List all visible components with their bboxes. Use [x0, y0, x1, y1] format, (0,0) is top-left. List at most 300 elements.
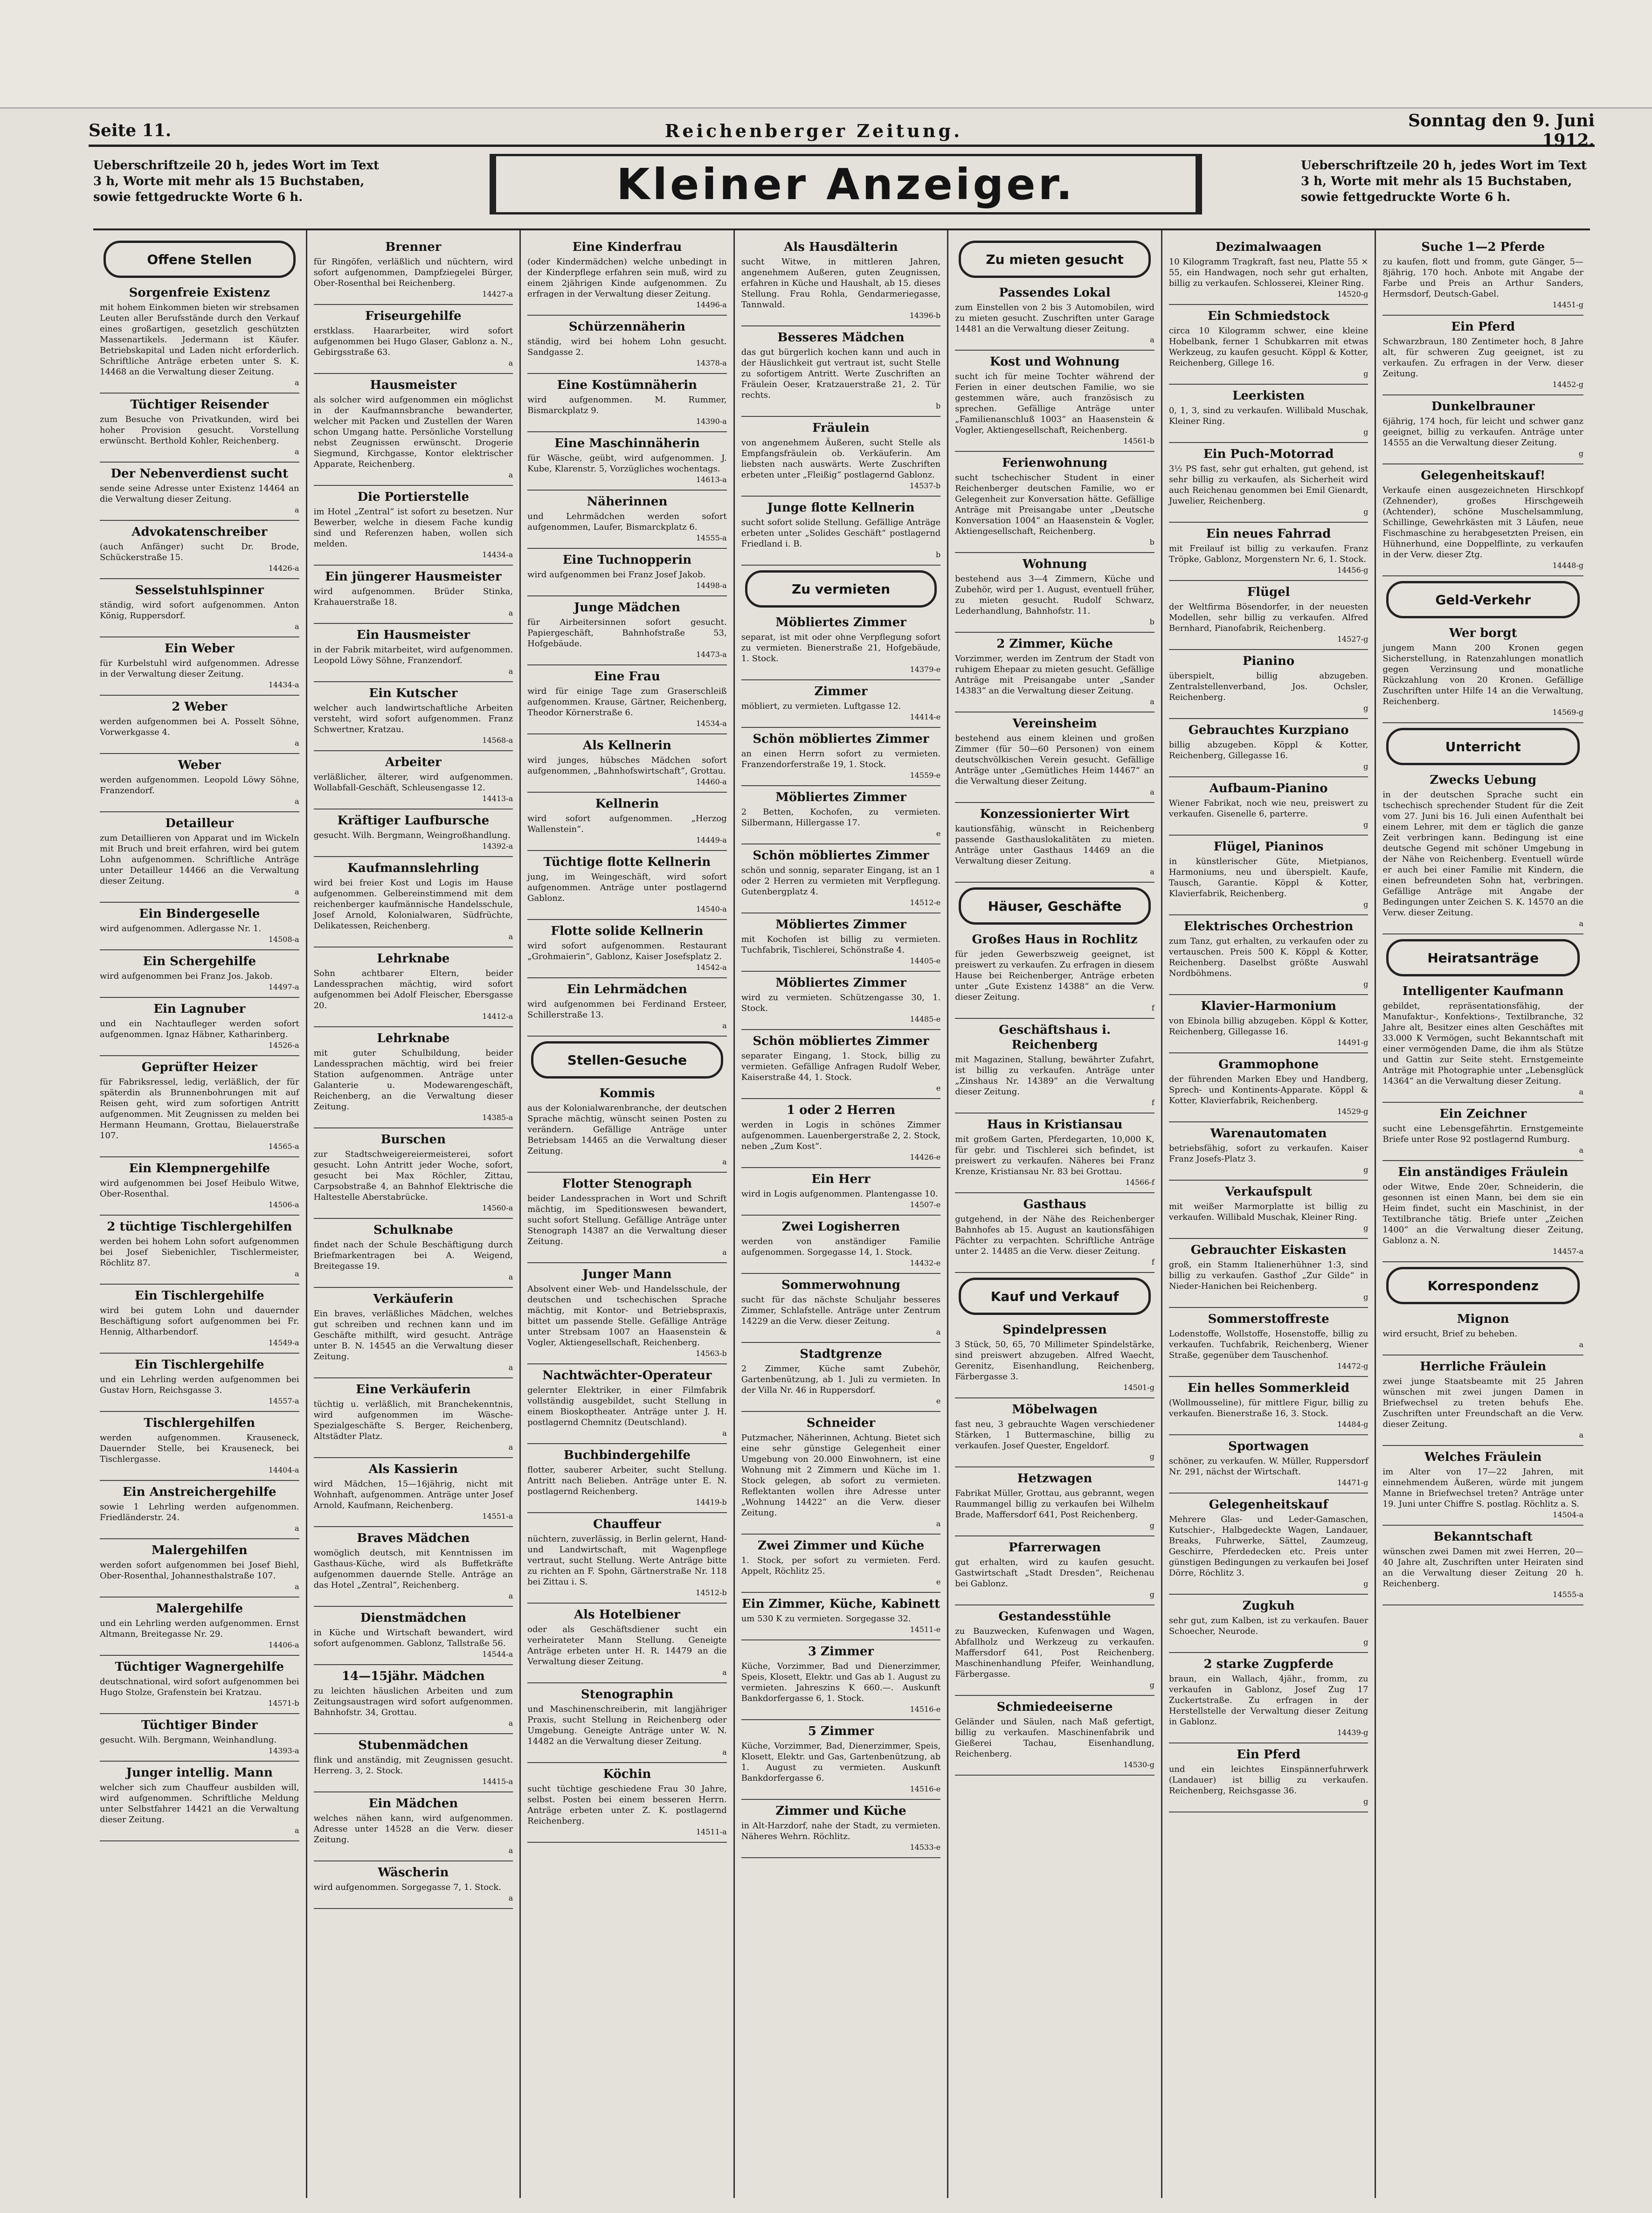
ad-reference-number: a — [508, 1443, 513, 1452]
issue-date: Sonntag den 9. Juni 1912. — [1408, 111, 1595, 150]
classified-ad — [1169, 1308, 1369, 1377]
ad-text: beider Landessprachen in Wort und Schrift mächtig, im Speditionswesen bewandert, sucht sofort Stellung. Gefällige Anträge unter Stenograph 14387 an die Verwaltung dieser Zeitung. — [527, 1194, 727, 1246]
ad-text: und Maschinenschreiberin, mit langjähriger Praxis, sucht Stellung in Reichenberg oder Umgebung. Geneigte Anträge unter W. N. 14482 an die Verwaltung dieser Zeitung. — [527, 1704, 727, 1746]
ad-heading: 2 Zimmer, Küche — [996, 637, 1113, 651]
ad-text: gesucht. Wilh. Bergmann, Weinhandlung. — [100, 1735, 277, 1745]
ad-text: findet nach der Schule Beschäftigung durch Briefmarkentragen bei A. Weigend, Breitegasse 19. — [313, 1240, 513, 1271]
ad-reference-number: 14413-a — [482, 794, 513, 803]
ad-reference-number: 14613-a — [696, 475, 727, 484]
ad-heading: Elektrisches Orchestrion — [1183, 920, 1354, 934]
ad-heading: Kost und Wohnung — [989, 355, 1120, 369]
ad-heading: Ein Tischlergehilfe — [135, 1358, 264, 1372]
ad-reference-number: 14507-e — [910, 1200, 941, 1209]
ad-reference-number: b — [1149, 617, 1154, 626]
classified-ad — [1382, 1446, 1583, 1526]
classified-ad — [741, 497, 941, 566]
ad-reference-number: g — [1363, 704, 1369, 712]
classified-ad — [741, 1535, 941, 1593]
ad-reference-number: 14549-a — [268, 1338, 299, 1347]
classified-ad — [1382, 1526, 1583, 1605]
ad-text: wird aufgenommen. Sorgegasse 7, 1. Stock. — [313, 1882, 501, 1892]
ad-heading: Tüchtiger Binder — [141, 1718, 258, 1732]
ad-text: für Kurbelstuhl wird aufgenommen. Adresse in der Verwaltung dieser Zeitung. — [100, 658, 299, 679]
ad-text: Sohn achtbarer Eltern, beider Landessprachen mächtig, wird sofort aufgenommen bei Adolf Fleischer, Ebersgasse 20. — [313, 968, 513, 1010]
category-header: Heiratsanträge — [1386, 939, 1580, 976]
classified-ad — [314, 236, 513, 305]
ad-heading: Flügel — [1247, 585, 1290, 599]
classified-ad — [1382, 980, 1583, 1103]
ad-text: mit guter Schulbildung, beider Landessprachen mächtig, wird bei freier Station aufgenommen. Anträge unter Galanterie u. Modewarengeschäft, Reichenberg, an die Verwaltung dieser Zeitung. — [313, 1048, 513, 1112]
classified-ad — [955, 452, 1154, 553]
ad-reference-number: e — [936, 829, 941, 838]
ad-text: separater Eingang, 1. Stock, billig zu vermieten. Gefällige Anfragen Rudolf Weber, Kaiserstraße 44, 1. Stock. — [741, 1051, 941, 1082]
classified-ad — [741, 417, 941, 497]
ad-heading: Braves Mädchen — [357, 1531, 470, 1545]
ad-reference-number: a — [1150, 788, 1154, 796]
ad-text: wird bei gutem Lohn und dauernder Beschäftigung sofort aufgenommen bei Fr. Hennig, Altharbendorf. — [100, 1306, 299, 1337]
ad-text: im Alter von 17—22 Jahren, mit einnehmendem Äußeren, würde mit jungem Manne in Briefwechsel treten? Anträge unter 19. Juni unter Chiffre S. postlag. Röchlitz a. S. — [1382, 1467, 1583, 1509]
ad-text: wird aufgenommen bei Ferdinand Ersteer, Schillerstraße 13. — [527, 999, 727, 1020]
ad-reference-number: 14378-a — [696, 359, 727, 367]
ad-heading: 2 tüchtige Tischlergehilfen — [107, 1220, 292, 1234]
ad-reference-number: 14491-g — [1337, 1038, 1369, 1047]
classified-ad — [741, 1274, 941, 1343]
ad-reference-number: a — [295, 1826, 299, 1835]
masthead — [93, 154, 1590, 224]
ad-reference-number: 14460-a — [696, 777, 727, 786]
ad-heading: Schön möbliertes Zimmer — [753, 732, 929, 746]
ad-heading: Sommerwohnung — [781, 1278, 900, 1292]
ad-text: wird für einige Tage zum Graserschleiß aufgenommen. Krause, Gärtner, Reichenberg, Theodor Körnerstraße 6. — [527, 686, 727, 718]
column-2 — [307, 230, 521, 2198]
ad-heading: Zwei Logisherren — [781, 1220, 900, 1234]
ad-heading: Kommis — [599, 1086, 655, 1100]
ad-reference-number: 14520-g — [1337, 290, 1369, 298]
ad-text: sucht eine Lebensgefährtin. Ernstgemeinte Briefe unter Rose 92 postlagernd Rumburg. — [1382, 1124, 1583, 1144]
ad-reference-number: 14529-g — [1337, 1107, 1369, 1116]
classified-ad — [1169, 1053, 1369, 1122]
ad-text: gelernter Elektriker, in einer Filmfabrik vollständig ausgebildet, sucht Stellung in einem Bioskoptheater. Anträge unter J. H. postlagernd Chemnitz (Deutschland). — [527, 1385, 727, 1427]
ad-reference-number: a — [722, 1248, 727, 1257]
ad-heading: Wer borgt — [1449, 626, 1517, 640]
classified-ad — [100, 463, 299, 521]
ad-text: für jeden Gewerbszweig geeignet, ist preiswert zu verkaufen. Zu erfragen in diesem Hause bei Reichenberger, Anträge erbeten unter „Gute Existenz 14388“ an die Verw. dieser Zeitung. — [955, 949, 1154, 1002]
classified-ad — [314, 1792, 513, 1861]
classified-ad — [1382, 1355, 1583, 1446]
ad-reference-number: 14544-a — [482, 1650, 513, 1659]
ad-reference-number: g — [1363, 1224, 1369, 1232]
ad-reference-number: b — [936, 401, 941, 410]
ad-heading: Friseurgehilfe — [365, 309, 462, 323]
ad-reference-number: a — [1579, 1087, 1583, 1096]
rate-notice-left: Ueberschriftzeile 20 h, jedes Wort im Text 3 h, Worte mit mehr als 15 Buchstaben, sowie fettgedruckte Worte 6 h. — [93, 159, 380, 204]
ad-heading: Ein anständiges Fräulein — [1398, 1165, 1569, 1179]
classified-ad — [100, 1539, 299, 1598]
classified-ad — [1169, 1377, 1369, 1435]
ad-text: sucht für das nächste Schuljahr besseres Zimmer, Schlafstelle. Anträge unter Zentrum 14229 an die Verw. dieser Zeitung. — [741, 1295, 941, 1326]
ad-reference-number: a — [295, 622, 299, 631]
classified-ad — [314, 486, 513, 566]
ad-text: wird sofort aufgenommen. Restaurant „Grohmaierin“, Gablonz, Kaiser Josefsplatz 2. — [527, 941, 727, 961]
classified-ad — [955, 633, 1154, 712]
ad-heading: Aufbaum-Pianino — [1209, 781, 1328, 795]
ad-text: sowie 1 Lehrling werden aufgenommen. Friedländerstr. 24. — [100, 1502, 299, 1522]
classified-ad — [314, 1128, 513, 1219]
ad-reference-number: a — [295, 447, 299, 456]
ad-heading: Eine Maschinnäherin — [554, 436, 700, 450]
ad-reference-number: 14434-a — [268, 680, 299, 689]
ad-reference-number: a — [295, 797, 299, 806]
ad-heading: Gelegenheitskauf — [1209, 1498, 1328, 1512]
classified-ad — [741, 236, 941, 326]
classified-ad — [100, 1056, 299, 1157]
ad-text: welcher auch landwirtschaftliche Arbeiten versteht, wird sofort aufgenommen. Franz Schwertner, Kratzau. — [313, 703, 513, 734]
classified-ad — [741, 786, 941, 844]
ad-text: mit Kochofen ist billig zu vermieten. Tuchfabrik, Tischlerei, Schönstraße 4. — [741, 934, 941, 955]
classified-ad — [955, 1113, 1154, 1193]
classified-ad — [527, 1683, 727, 1763]
classified-ad — [741, 844, 941, 913]
ad-reference-number: 14555-a — [696, 533, 727, 542]
ad-heading: Ein Weber — [164, 642, 235, 656]
ad-heading: Zimmer und Küche — [775, 1804, 906, 1818]
ad-heading: 14—15jähr. Mädchen — [341, 1669, 485, 1683]
column-1 — [93, 230, 307, 2198]
classified-ad — [1169, 1494, 1369, 1595]
ad-text: sucht ich für meine Tochter während der Ferien in einer deutschen Familie, wo sie gestemmen wäre, auch französisch zu sprechen. Gefällige Anträge unter „Familienanschluß 1003“ an Haasenstein & Vogler, Aktiengesellschaft, Reichenberg. — [955, 372, 1154, 435]
classified-ad — [741, 1800, 941, 1858]
ad-reference-number: a — [722, 1429, 727, 1438]
ad-text: (oder Kindermädchen) welche unbedingt in der Kinderpflege erfahren sein muß, wird zu einem 2jährigen Kinde aufgenommen. Zu erfragen in der Verwaltung dieser Zeitung. — [527, 257, 727, 299]
classified-ad — [1169, 836, 1369, 915]
ad-text: für Wäsche, geübt, wird aufgenommen. J. Kube, Klarenstr. 5, Vorzügliches wochentags. — [527, 453, 727, 474]
classified-ad — [100, 754, 299, 812]
ad-reference-number: 14415-a — [482, 1777, 513, 1786]
ad-reference-number: 14516-e — [910, 1784, 941, 1793]
classified-ad — [741, 1030, 941, 1099]
ad-heading: Gasthaus — [1023, 1197, 1086, 1211]
ad-reference-number: a — [295, 739, 299, 747]
ad-heading: Köchin — [603, 1767, 651, 1781]
ad-reference-number: 14385-a — [482, 1113, 513, 1122]
ad-heading: Ein Hausmeister — [356, 628, 470, 642]
classified-ad — [527, 1082, 727, 1173]
ad-heading: Stubenmädchen — [358, 1738, 469, 1752]
ad-text: 0, 1, 3, sind zu verkaufen. Willibald Muschak, Kleiner Ring. — [1168, 406, 1369, 426]
ad-heading: Flügel, Pianinos — [1213, 840, 1324, 854]
ad-heading: Haus in Kristiansau — [987, 1118, 1123, 1132]
ad-heading: Ein Schmiedstock — [1208, 309, 1330, 323]
ad-text: bestehend aus 3—4 Zimmern, Küche und Zubehör, wird per 1. August, eventuell früher, zu mieten gesucht. Rudolf Schwarz, Lederhandlung, Bahnhofstr. 11. — [955, 574, 1154, 616]
ad-text: mit hohem Einkommen bieten wir strebsamen Leuten aller Berufsstände durch den Verkauf eines großartigen, gesetzlich geschützten Massenartikels. Jedermann ist Käufer. Betriebskapital und Laden nicht erforderlich. Schriftliche Anträge erbeten unter S. K. 14468 an die Verwaltung dieser Zeitung. — [100, 303, 299, 377]
classified-ad — [100, 1157, 299, 1216]
ad-heading: Ein Anstreichergehilfe — [122, 1485, 276, 1499]
ad-text: zum Einstellen von 2 bis 3 Automobilen, wird zu mieten gesucht. Zuschriften unter Garage 14481 an die Verwaltung dieser Zeitung. — [955, 303, 1154, 334]
ad-reference-number: g — [1363, 1165, 1369, 1174]
ad-reference-number: a — [936, 1519, 941, 1528]
ad-reference-number: 14568-a — [482, 736, 513, 745]
ad-text: im Hotel „Zentral“ ist sofort zu besetzen. Nur Bewerber, welche in diesem Fache kundig sind und Referenzen haben, wollen sich melden. — [313, 507, 513, 549]
ad-reference-number: a — [722, 1668, 727, 1677]
ad-heading: Klavier-Harmonium — [1201, 999, 1336, 1013]
classified-ad — [1382, 1103, 1583, 1161]
classified-ad — [314, 857, 513, 947]
ad-heading: Arbeiter — [385, 755, 442, 769]
ad-heading: Sesselstuhlspinner — [135, 583, 264, 597]
ad-heading: Zimmer — [814, 685, 868, 698]
ad-heading: Möbliertes Zimmer — [775, 790, 906, 804]
ad-heading: Schön möbliertes Zimmer — [753, 1034, 929, 1048]
ad-text: welcher sich zum Chauffeur ausbilden will, wird aufgenommen. Schriftliche Meldung unter Selbstfahrer 14421 an die Verwaltung dieser Zeitung. — [100, 1783, 299, 1825]
ad-text: circa 10 Kilogramm schwer, eine kleine Hobelbank, ferner 1 Schubkarren mit etwas Werkzeug, zu kaufen gesucht. Köppl & Kotter, Reichenberg, Gillege 16. — [1168, 326, 1369, 368]
ad-reference-number: a — [508, 1894, 513, 1902]
ad-heading: Sorgenfreie Existenz — [129, 286, 270, 300]
classified-columns — [93, 228, 1590, 2198]
ad-text: wird zu vermieten. Schützengasse 30, 1. Stock. — [741, 993, 941, 1013]
ad-text: 10 Kilogramm Tragkraft, fast neu, Platte 55 × 55, ein Handwagen, noch sehr gut erhalten, billig zu verkaufen. Schlosserei, Kleiner Ring. — [1168, 257, 1369, 288]
classified-ad — [314, 1665, 513, 1734]
ad-heading: Junger intellig. Mann — [126, 1766, 273, 1780]
classified-ad — [314, 1288, 513, 1378]
ad-heading: Stadtgrenze — [800, 1347, 882, 1361]
classified-ad — [314, 1607, 513, 1665]
ad-reference-number: 14526-a — [268, 1041, 299, 1050]
classified-ad — [527, 1173, 727, 1263]
ad-reference-number: g — [1363, 1638, 1369, 1646]
classified-ad — [1169, 719, 1369, 777]
ad-text: Verkaufe einen ausgezeichneten Hirschkopf (Zehnender), großes Hirschgeweih (Achtender), schöne Muschelsammlung, Schillinge, Gewehrkästen mit 3 Läufen, neue Fischmaschine zu herabgesetzten Preisen, ein Hühnerhund, eine Doppelflinte, zu verkaufen in der Verw. dieser Ztg. — [1382, 485, 1583, 560]
ad-text: Vorzimmer, werden im Zentrum der Stadt von ruhigem Ehepaar zu mieten gesucht. Gefällige Anträge mit Preisangabe unter „Sander 14383“ an die Verwaltung dieser Zeitung. — [955, 654, 1154, 696]
ad-reference-number: 14559-e — [910, 771, 941, 780]
ad-text: und ein Lehrling werden aufgenommen bei Gustav Horn, Reichsgasse 3. — [100, 1375, 299, 1395]
classified-ad — [100, 1481, 299, 1539]
ad-reference-number: 14432-e — [910, 1259, 941, 1267]
ad-text: in künstlerischer Güte, Mietpianos, Harmoniums, neu und überspielt. Kaufe, Tausch, Garantie. Köppl & Kotter, Klavierfabrik, Reichenberg. — [1168, 857, 1369, 899]
ad-heading: Suche 1—2 Pferde — [1421, 240, 1545, 254]
ad-text: wird Mädchen, 15—16jährig, nicht mit Wohnhaft, aufgenommen. Anträge unter Josef Arnold, Kaufmann, Reichenberg. — [313, 1479, 513, 1510]
ad-text: mit großem Garten, Pferdegarten, 10,000 K, für gebr. und Tischlerei sich befindet, ist preiswert zu verkaufen. Näheres bei Franz Krenze, Kristiansau Nr. 83 bei Grottau. — [955, 1134, 1154, 1176]
ad-reference-number: a — [508, 1363, 513, 1372]
ad-reference-number: g — [1149, 1452, 1154, 1461]
ad-text: von Ebinola billig abzugeben. Köppl & Kotter, Reichenberg, Gillegasse 16. — [1168, 1016, 1369, 1037]
ad-text: gesucht. Wilh. Bergmann, Weingroßhandlung. — [313, 830, 511, 840]
ad-text: Geländer und Säulen, nach Maß gefertigt, billig zu verkaufen. Maschinenfabrik und Gießerei Tachau, Eisenhandlung, Reichenberg. — [955, 1717, 1154, 1759]
classified-ad — [955, 553, 1154, 633]
classified-ad — [1382, 395, 1583, 464]
classified-ad — [1382, 464, 1583, 576]
ad-text: zu kaufen, flott und fromm, gute Gänger, 5—8jährig, 170 hoch. Anbote mit Angabe der Farbe und Preis an Arthur Sanders, Hermsdorf, Deutsch-Gabel. — [1382, 257, 1583, 299]
ad-text: von angenehmem Äußeren, sucht Stelle als Empfangsfräulein ob. Verkäuferin. Am liebsten nach auswärts. Werte Zuschriften erbeten unter „Fleißig“ postlagernd Gablonz. — [741, 438, 941, 480]
ad-text: sucht tüchtige geschiedene Frau 30 Jahre, selbst. Posten bei einem besseren Herrn. Anträge erbeten unter Z. K. postlagernd Reichenberg. — [527, 1784, 727, 1826]
ad-heading: Junge Mädchen — [574, 601, 680, 615]
ad-heading: Buchbindergehilfe — [563, 1448, 691, 1462]
ad-text: werden sofort aufgenommen bei Josef Biehl, Ober-Rosenthal, Johannesthalstraße 107. — [100, 1560, 299, 1581]
classified-ad — [527, 1604, 727, 1683]
ad-heading: Bekanntschaft — [1433, 1530, 1533, 1544]
ad-text: jung, im Weingeschäft, wird sofort aufgenommen. Anträge unter postlagernd Gablonz. — [527, 872, 727, 903]
ad-reference-number: f — [1151, 1098, 1154, 1107]
classified-ad — [1382, 1308, 1583, 1355]
ad-text: mit Magazinen, Stallung, bewährter Zufahrt, ist billig zu verkaufen. Anträge unter „Zinshaus Nr. 14389“ an die Verwaltung dieser Zeitung. — [955, 1055, 1154, 1097]
page-header — [89, 111, 1595, 150]
ad-text: wird aufgenommen. Adlergasse Nr. 1. — [100, 924, 262, 934]
ad-reference-number: a — [295, 1524, 299, 1533]
ad-text: wird sofort aufgenommen. „Herzog Wallenstein“. — [527, 814, 727, 834]
ad-reference-number: 14506-a — [268, 1200, 299, 1209]
ad-heading: Gelegenheitskauf! — [1421, 469, 1546, 483]
ad-reference-number: g — [1149, 1680, 1154, 1689]
ad-text: Fabrikat Müller, Grottau, aus gebrannt, wegen Raummangel billig zu verkaufen bei Wilhelm Brade, Maffersdorf 641, Post Reichenberg. — [955, 1488, 1154, 1520]
ad-reference-number: 14569-g — [1552, 708, 1583, 717]
ad-text: zwei junge Staatsbeamte mit 25 Jahren wünschen mit zwei jungen Damen in Briefwechsel zu treten behufs Ehe. Zuschriften unter Freundschaft an die Verw. dieser Zeitung. — [1382, 1376, 1583, 1429]
ad-reference-number: g — [1149, 1521, 1154, 1530]
ad-text: gebildet, repräsentationsfähig, der Manufaktur-, Konfektions-, Textilbranche, 32 Jahre alt, Besitzer eines alten Geschäftes mit 33.000 K Vermögen, sucht Bekanntschaft mit einer vermögenden Dame, die ihm als Stütze und Gattin zur Seite steht. Ernstgemeinte Anträge mit Photographie unter „Lebensglück 14364“ an die Verwaltung dieser Zeitung. — [1382, 1001, 1583, 1086]
ad-text: jungem Mann 200 Kronen gegen Sicherstellung, in Ratenzahlungen monatlich gegen Verzinsung und monatliche Rückzahlung von 20 Kronen. Gefällige Zuschriften unter Hilfe 14 an die Verwaltung, Reichenberg. — [1382, 643, 1583, 706]
classified-ad — [741, 728, 941, 786]
classified-ad — [527, 978, 727, 1037]
ad-text: Lodenstoffe, Wollstoffe, Hosenstoffe, billig zu verkaufen. Tuchfabrik, Reichenberg, Wiener Straße, gegenüber dem Tauschenhof. — [1168, 1329, 1369, 1360]
ad-heading: Burschen — [380, 1133, 446, 1147]
classified-ad — [955, 1319, 1154, 1398]
classified-ad — [955, 1696, 1154, 1776]
ad-text: in der deutschen Sprache sucht ein tschechisch sprechender Student für die Zeit vom 27. Juni bis 16. Juli einen Aufenthalt bei einem Lehrer, mit dem er täglich die ganze Zeit verbringen kann. Bedingung ist eine deutsche Gegend mit schöner Umgebung in der Nähe von Reichenberg. Eventuell würde er auch bei einer Familie mit Kindern, die einen befreundeten Sohn hat, verbringen. Gefällige Anträge mit Angabe der Bedingungen unter Zeichen S. K. 14570 an die Verw. dieser Zeitung. — [1382, 790, 1583, 918]
classified-ad — [955, 803, 1154, 883]
ad-reference-number: b — [936, 550, 941, 559]
classified-ad — [1169, 443, 1369, 523]
ad-heading: Verkäuferin — [373, 1292, 454, 1306]
ad-heading: Der Nebenverdienst sucht — [111, 467, 289, 481]
ad-reference-number: 14457-a — [1553, 1247, 1583, 1256]
ad-text: zum Tanz, gut erhalten, zu verkaufen oder zu vertauschen. Preis 500 K. Köppl & Kotter, Reichenberg. Daselbst größte Auswahl Nordböhmens. — [1168, 936, 1369, 978]
ad-text: wünschen zwei Damen mit zwei Herren, 20—40 Jahre alt, Zuschriften unter Heiraten sind an die Verwaltung dieser Zeitung 20 h. Reichenberg. — [1382, 1547, 1583, 1589]
ad-heading: Chauffeur — [593, 1517, 661, 1531]
classified-ad — [100, 1216, 299, 1285]
ad-heading: Malergehilfen — [151, 1543, 248, 1557]
ad-text: Absolvent einer Web- und Handelsschule, der deutschen und tschechischen Sprache mächtig, mit Kontor- und Betriebspraxis, bittet um passende Stelle. Gefällige Anträge unter Strebsam 1007 an Haasenstein & Vogler, Aktiengesellschaft, Reichenberg. — [527, 1284, 727, 1348]
classified-ad — [100, 1714, 299, 1762]
classified-ad — [527, 851, 727, 920]
ad-text: zur Stadtschweigereiermeisterei, sofort gesucht. Lohn Antritt jeder Woche, sofort, gesucht bei Max Röchler, Zittau, Carpsobstraße 4, an Bahnhof Elektrische die Haltestelle Aberstabrücke. — [313, 1149, 513, 1202]
ad-text: (Wollmousseline), für mittlere Figur, billig zu verkaufen. Bienerstraße 16, 3. Stock. — [1168, 1398, 1369, 1418]
classified-ad — [1169, 915, 1369, 995]
classified-ad — [741, 972, 941, 1030]
page-number: Seite 11. — [89, 121, 172, 140]
ad-text: schöner, zu verkaufen. W. Müller, Ruppersdorf Nr. 291, nächst der Wirtschaft. — [1168, 1456, 1369, 1477]
classified-ad — [527, 920, 727, 978]
classified-ad — [314, 1378, 513, 1458]
ad-text: braun, ein Wallach, 4jähr., fromm, zu verkaufen in Gablonz, Josef Zug 17 Zuckertstraße. Zu erfragen in der Herstellstelle der Verwaltung dieser Zeitung in Gablonz. — [1168, 1674, 1369, 1727]
ad-text: ständig, wird sofort aufgenommen. Anton König, Ruppersdorf. — [100, 600, 299, 621]
ad-heading: Schulknabe — [373, 1223, 453, 1237]
newspaper-name: Reichenberger Zeitung. — [664, 120, 963, 141]
ad-reference-number: 14561-b — [1123, 436, 1154, 445]
classified-ad — [1169, 1239, 1369, 1308]
ad-heading: Tüchtiger Reisender — [130, 398, 269, 412]
ad-heading: Ein Herr — [811, 1172, 871, 1186]
classified-ad — [1169, 995, 1369, 1053]
classified-ad — [955, 928, 1154, 1019]
ad-heading: Ferienwohnung — [1002, 456, 1108, 470]
ad-reference-number: 14537-b — [909, 481, 941, 490]
ad-heading: Möbliertes Zimmer — [775, 918, 906, 932]
classified-ad — [955, 1605, 1154, 1696]
ad-text: sucht Witwe, in mittleren Jahren, angenehmem Außeren, guten Zeugnissen, erfahren in Küche und Haushalt, ab 15. dieses Stellung. Frau Rohla, Gendarmeriegasse, Tannwald. — [741, 257, 941, 310]
ad-reference-number: e — [936, 1577, 941, 1586]
ad-text: 1. Stock, per sofort zu vermieten. Ferd. Appelt, Röchlitz 25. — [741, 1556, 941, 1576]
ad-text: Mehrere Glas- und Leder-Gamaschen, Kutschier-, Halbgedeckte Wagen, Landauer, Breaks, Fuhrwerke, Sättel, Zaumzeug, Geschirre, Pferdedecken etc. Preis unter günstigen Bedingungen zu verkaufen bei Josef Dörre, Röchlitz 3. — [1168, 1515, 1369, 1578]
ad-reference-number: a — [295, 887, 299, 896]
column-3 — [521, 230, 735, 2198]
classified-ad — [527, 1763, 727, 1843]
ad-reference-number: 14439-g — [1337, 1728, 1369, 1737]
classified-ad — [527, 1263, 727, 1364]
ad-heading: Sommerstoffreste — [1208, 1312, 1329, 1326]
ad-reference-number: 14511-a — [696, 1827, 727, 1836]
ad-reference-number: 14379-e — [910, 665, 941, 674]
ad-heading: Zwecks Uebung — [1430, 773, 1537, 787]
classified-ad — [314, 1458, 513, 1527]
classified-ad — [100, 812, 299, 903]
ad-reference-number: 14485-e — [910, 1015, 941, 1024]
ad-heading: Mignon — [1457, 1312, 1509, 1326]
ad-heading: Schürzennäherin — [568, 320, 685, 334]
ad-reference-number: a — [722, 1021, 727, 1030]
classified-ad — [527, 1513, 727, 1604]
ad-heading: Grammophone — [1218, 1058, 1319, 1072]
classified-ad — [314, 751, 513, 809]
classified-ad — [100, 637, 299, 696]
column-7 — [1376, 230, 1590, 2198]
ad-text: für Fabriksressel, ledig, verläßlich, der für späterdin als Brunnenbohrungen mit auf Reisen geht, wird zum sofortigen Antritt aufgenommen. Mit Zeugnissen zu melden bei Hermann Heumann, Grottau, Bielauerstraße 107. — [100, 1077, 299, 1141]
ad-text: oder Witwe, Ende 20er, Schneiderin, die gesonnen ist einen Mann, bei dem sie ein Heim findet, sucht ein Maschinist, in der Textilbranche tätig. Briefe unter „Zeichen 1400“ an die Verwaltung dieser Zeitung, Gablonz a. N. — [1382, 1182, 1583, 1245]
ad-reference-number: a — [722, 1157, 727, 1166]
ad-reference-number: a — [295, 1269, 299, 1278]
ad-heading: Ein Pferd — [1237, 1748, 1301, 1762]
classified-ad — [314, 1027, 513, 1128]
ad-heading: Lehrknabe — [377, 1031, 450, 1045]
ad-text: flink und anständig, mit Zeugnissen gesucht. Herreng. 3, 2. Stock. — [313, 1755, 513, 1776]
ad-reference-number: 14405-e — [910, 956, 941, 965]
ad-reference-number: f — [1151, 1258, 1154, 1266]
ad-reference-number: a — [508, 359, 513, 367]
classified-ad — [741, 1168, 941, 1216]
ad-heading: Geprüfter Heizer — [141, 1060, 257, 1074]
ad-heading: Passendes Lokal — [999, 286, 1111, 300]
ad-reference-number: a — [508, 932, 513, 941]
ad-text: werden aufgenommen. Krauseneck, Dauernder Stelle, bei Krauseneck, bei Tischlergasse. — [100, 1433, 299, 1464]
ad-heading: Herrliche Fräulein — [1420, 1360, 1547, 1374]
ad-heading: Die Portierstelle — [357, 490, 470, 504]
ad-heading: Möbliertes Zimmer — [775, 976, 906, 990]
classified-ad — [100, 394, 299, 463]
ad-reference-number: a — [1579, 919, 1583, 928]
ad-reference-number: 14390-a — [696, 417, 727, 426]
ad-text: das gut bürgerlich kochen kann und auch in der Häuslichkeit gut vertraut ist, sucht Stelle zu sofortigem Antritt. Werte Zuschriften an Fräulein Oeser, Kratzauerstraße 21, 2. Tür rechts. — [741, 347, 941, 400]
ad-reference-number: 14412-a — [482, 1012, 513, 1021]
ad-text: als solcher wird aufgenommen ein möglichst in der Kaufmannsbranche bewanderter, welcher mit Packen und Zustellen der Waren schon Umgang hatte. Persönliche Vorstellung nebst Zeugnissen erwünscht. Drogerie Siegmund, Kirchgasse, Kontor elektrischer Apparate, Reichenberg. — [313, 395, 513, 469]
ad-reference-number: 14426-a — [268, 564, 299, 573]
classified-ad — [100, 998, 299, 1056]
ad-heading: Ein Schergehilfe — [143, 954, 256, 968]
classified-ad — [527, 316, 727, 374]
ad-reference-number: a — [295, 505, 299, 514]
ad-heading: Pianino — [1242, 654, 1295, 668]
ad-text: mit Freilauf ist billig zu verkaufen. Franz Tröpke, Gablonz, Morgenstern Nr. 6, 1. Stock. — [1168, 544, 1369, 564]
ad-reference-number: a — [722, 1748, 727, 1757]
ad-reference-number: 14414-e — [910, 712, 941, 721]
ad-heading: Geschäftshaus i. Reichenberg — [999, 1023, 1111, 1052]
classified-ad — [955, 1193, 1154, 1273]
